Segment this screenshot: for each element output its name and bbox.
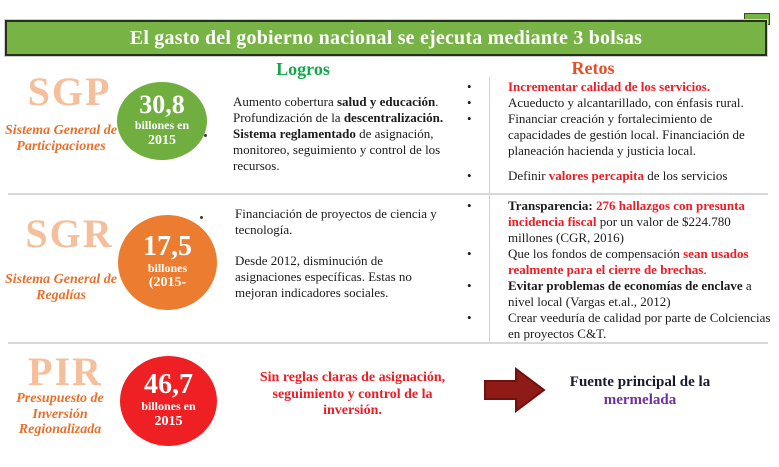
pir-note (555, 373, 725, 409)
reto-item: • Evitar problemas de economías de enclave a nivel local (Vargas et.al., 2012) (462, 278, 776, 310)
sgr-logros-text (235, 206, 447, 316)
reto-item: • Financiar creación y fortalecimiento de capacidades de gestión local. Financiación de planeación hacienda y justicia local. (462, 111, 776, 159)
reto-item: • Incrementar calidad de los servicios. (462, 79, 776, 95)
sgr-amount-value: 17,5 (143, 230, 192, 262)
logros-column-header: Logros (276, 59, 330, 79)
retos-column-header: Retos (571, 58, 615, 78)
pir-amount-value: 46,7 (144, 369, 193, 401)
sgr-amount-period: (2015- (148, 275, 187, 291)
sgr-logros-bullet-dot (200, 216, 203, 219)
pir-note-line2: mermelada (603, 392, 677, 408)
sgp-amount-circle (117, 82, 207, 160)
sgr-amount-unit: billones (147, 260, 188, 275)
sgr-logros-paragraph-2: Desde 2012, disminución de asignaciones específicas. Estas no mejoran indicadores sociales. (235, 253, 412, 300)
reto-item: • Definir valores percapita de los servicios (462, 168, 776, 184)
sgp-amount-unit: billones en (134, 118, 190, 133)
slide-title: El gasto del gobierno nacional se ejecuta mediante 3 bolsas (129, 26, 643, 49)
sgr-amount-circle (118, 215, 217, 310)
pir-subtitle: Presupuesto de Inversión Regionalizada (16, 391, 104, 438)
right-arrow-icon (483, 366, 547, 414)
reto-item: • Crear veeduría de calidad por parte de Colciencias en proyectos C&T. (462, 310, 776, 342)
row-divider-1 (8, 193, 768, 195)
reto-item: • Transparencia: 276 hallazgos con presunta incidencia fiscal por un valor de $224.780 millones (CGR, 2016) (462, 198, 776, 246)
title-banner (5, 20, 767, 56)
sgr-retos-list (462, 198, 776, 342)
sgp-amount-value: 30,8 (139, 90, 185, 120)
sgp-amount-year: 2015 (148, 132, 176, 148)
pir-amount-circle (120, 356, 217, 446)
pir-note-line1: Fuente principal de la (569, 374, 711, 390)
sgr-acronym: SGR (25, 211, 114, 256)
sgp-acronym: SGP (27, 69, 112, 114)
stray-bullet-dot (204, 134, 207, 137)
sgp-retos-list (462, 79, 776, 184)
pir-acronym: PIR (28, 349, 103, 394)
pir-amount-year: 2015 (154, 413, 183, 429)
pir-amount-unit: billones en (141, 399, 196, 414)
sgp-subtitle: Sistema General de Participaciones (5, 123, 117, 154)
row-divider-2 (8, 342, 768, 344)
sgp-logros-text: Aumento cobertura salud y educación. Profundización de la descentralización. Sistema reglamentado de asignación, monitoreo, seguimiento y control de los recursos. (233, 94, 444, 173)
sgr-subtitle: Sistema General de Regalías (5, 272, 117, 303)
pir-alert-text: Sin reglas claras de asignación, seguimiento y control de la inversión. (259, 370, 446, 418)
reto-item: • Acueducto y alcantarillado, con énfasis rural. (462, 95, 776, 111)
sgr-logros-paragraph-1: Financiación de proyectos de ciencia y tecnología. (235, 206, 437, 237)
reto-item: • Que los fondos de compensación sean usados realmente para el cierre de brechas. (462, 246, 776, 278)
